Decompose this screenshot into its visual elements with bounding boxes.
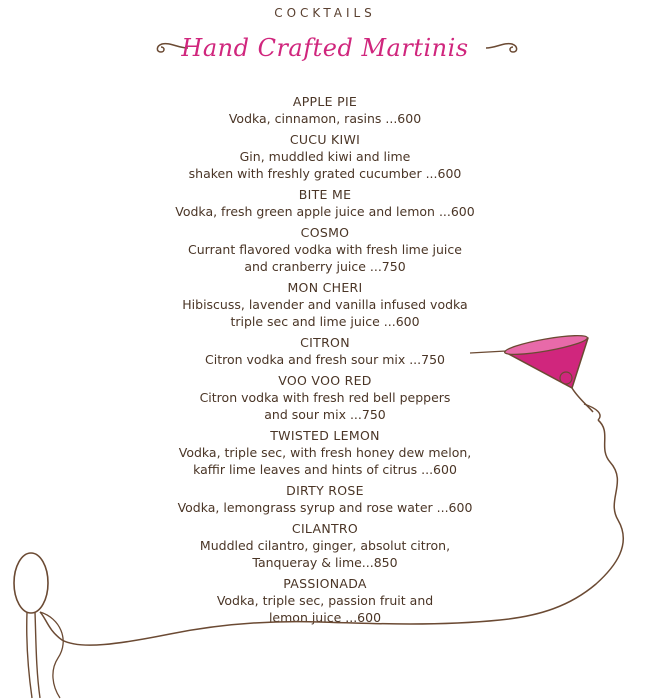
cocktail-name: BITE ME [298, 187, 352, 202]
cocktail-description: Citron vodka and fresh sour mix ...750 [205, 352, 445, 367]
cocktail-name: PASSIONADA [283, 576, 367, 591]
cocktail-description: Muddled cilantro, ginger, absolut citron, [199, 538, 451, 553]
cocktail-description: Vodka, triple sec, with fresh honey dew melon, [178, 445, 472, 460]
cocktail-name: CITRON [300, 335, 350, 350]
spoon-icon [14, 553, 48, 698]
cocktail-description: Currant flavored vodka with fresh lime juice [188, 242, 462, 257]
cocktail-description: Vodka, cinnamon, rasins ...600 [228, 111, 422, 126]
cocktail-description: Vodka, lemongrass syrup and rose water ...600 [177, 500, 473, 515]
cocktail-description: and cranberry juice ...750 [244, 259, 406, 274]
cocktail-description: triple sec and lime juice ...600 [230, 314, 420, 329]
cocktail-description: Vodka, fresh green apple juice and lemon ...600 [175, 204, 475, 219]
cocktail-description: and sour mix ...750 [264, 407, 386, 422]
section-heading: COCKTAILS [274, 6, 376, 20]
page-title: Hand Crafted Martinis [181, 34, 469, 62]
cocktail-name: APPLE PIE [292, 94, 358, 109]
cocktail-name: COSMO [300, 225, 350, 240]
martini-glass-icon [470, 332, 600, 420]
cocktail-description: lemon juice ...600 [268, 610, 382, 625]
cocktail-name: DIRTY ROSE [286, 483, 364, 498]
cocktail-description: Vodka, triple sec, passion fruit and [216, 593, 434, 608]
cocktail-description: Hibiscuss, lavender and vanilla infused vodka [182, 297, 468, 312]
cocktail-description: kaffir lime leaves and hints of citrus ...600 [193, 462, 457, 477]
cocktail-name: MON CHERI [287, 280, 363, 295]
cocktail-description: Gin, muddled kiwi and lime [239, 149, 411, 164]
cocktail-name: TWISTED LEMON [270, 428, 380, 443]
cocktail-description: shaken with freshly grated cucumber ...600 [188, 166, 462, 181]
cocktail-name: CUCU KIWI [289, 132, 361, 147]
cocktail-description: Citron vodka with fresh red bell peppers [199, 390, 451, 405]
cocktail-description: Tanqueray & lime...850 [252, 555, 398, 570]
decorative-swirl-line [40, 420, 623, 645]
cocktail-name: VOO VOO RED [278, 373, 372, 388]
cocktail-name: CILANTRO [291, 521, 359, 536]
